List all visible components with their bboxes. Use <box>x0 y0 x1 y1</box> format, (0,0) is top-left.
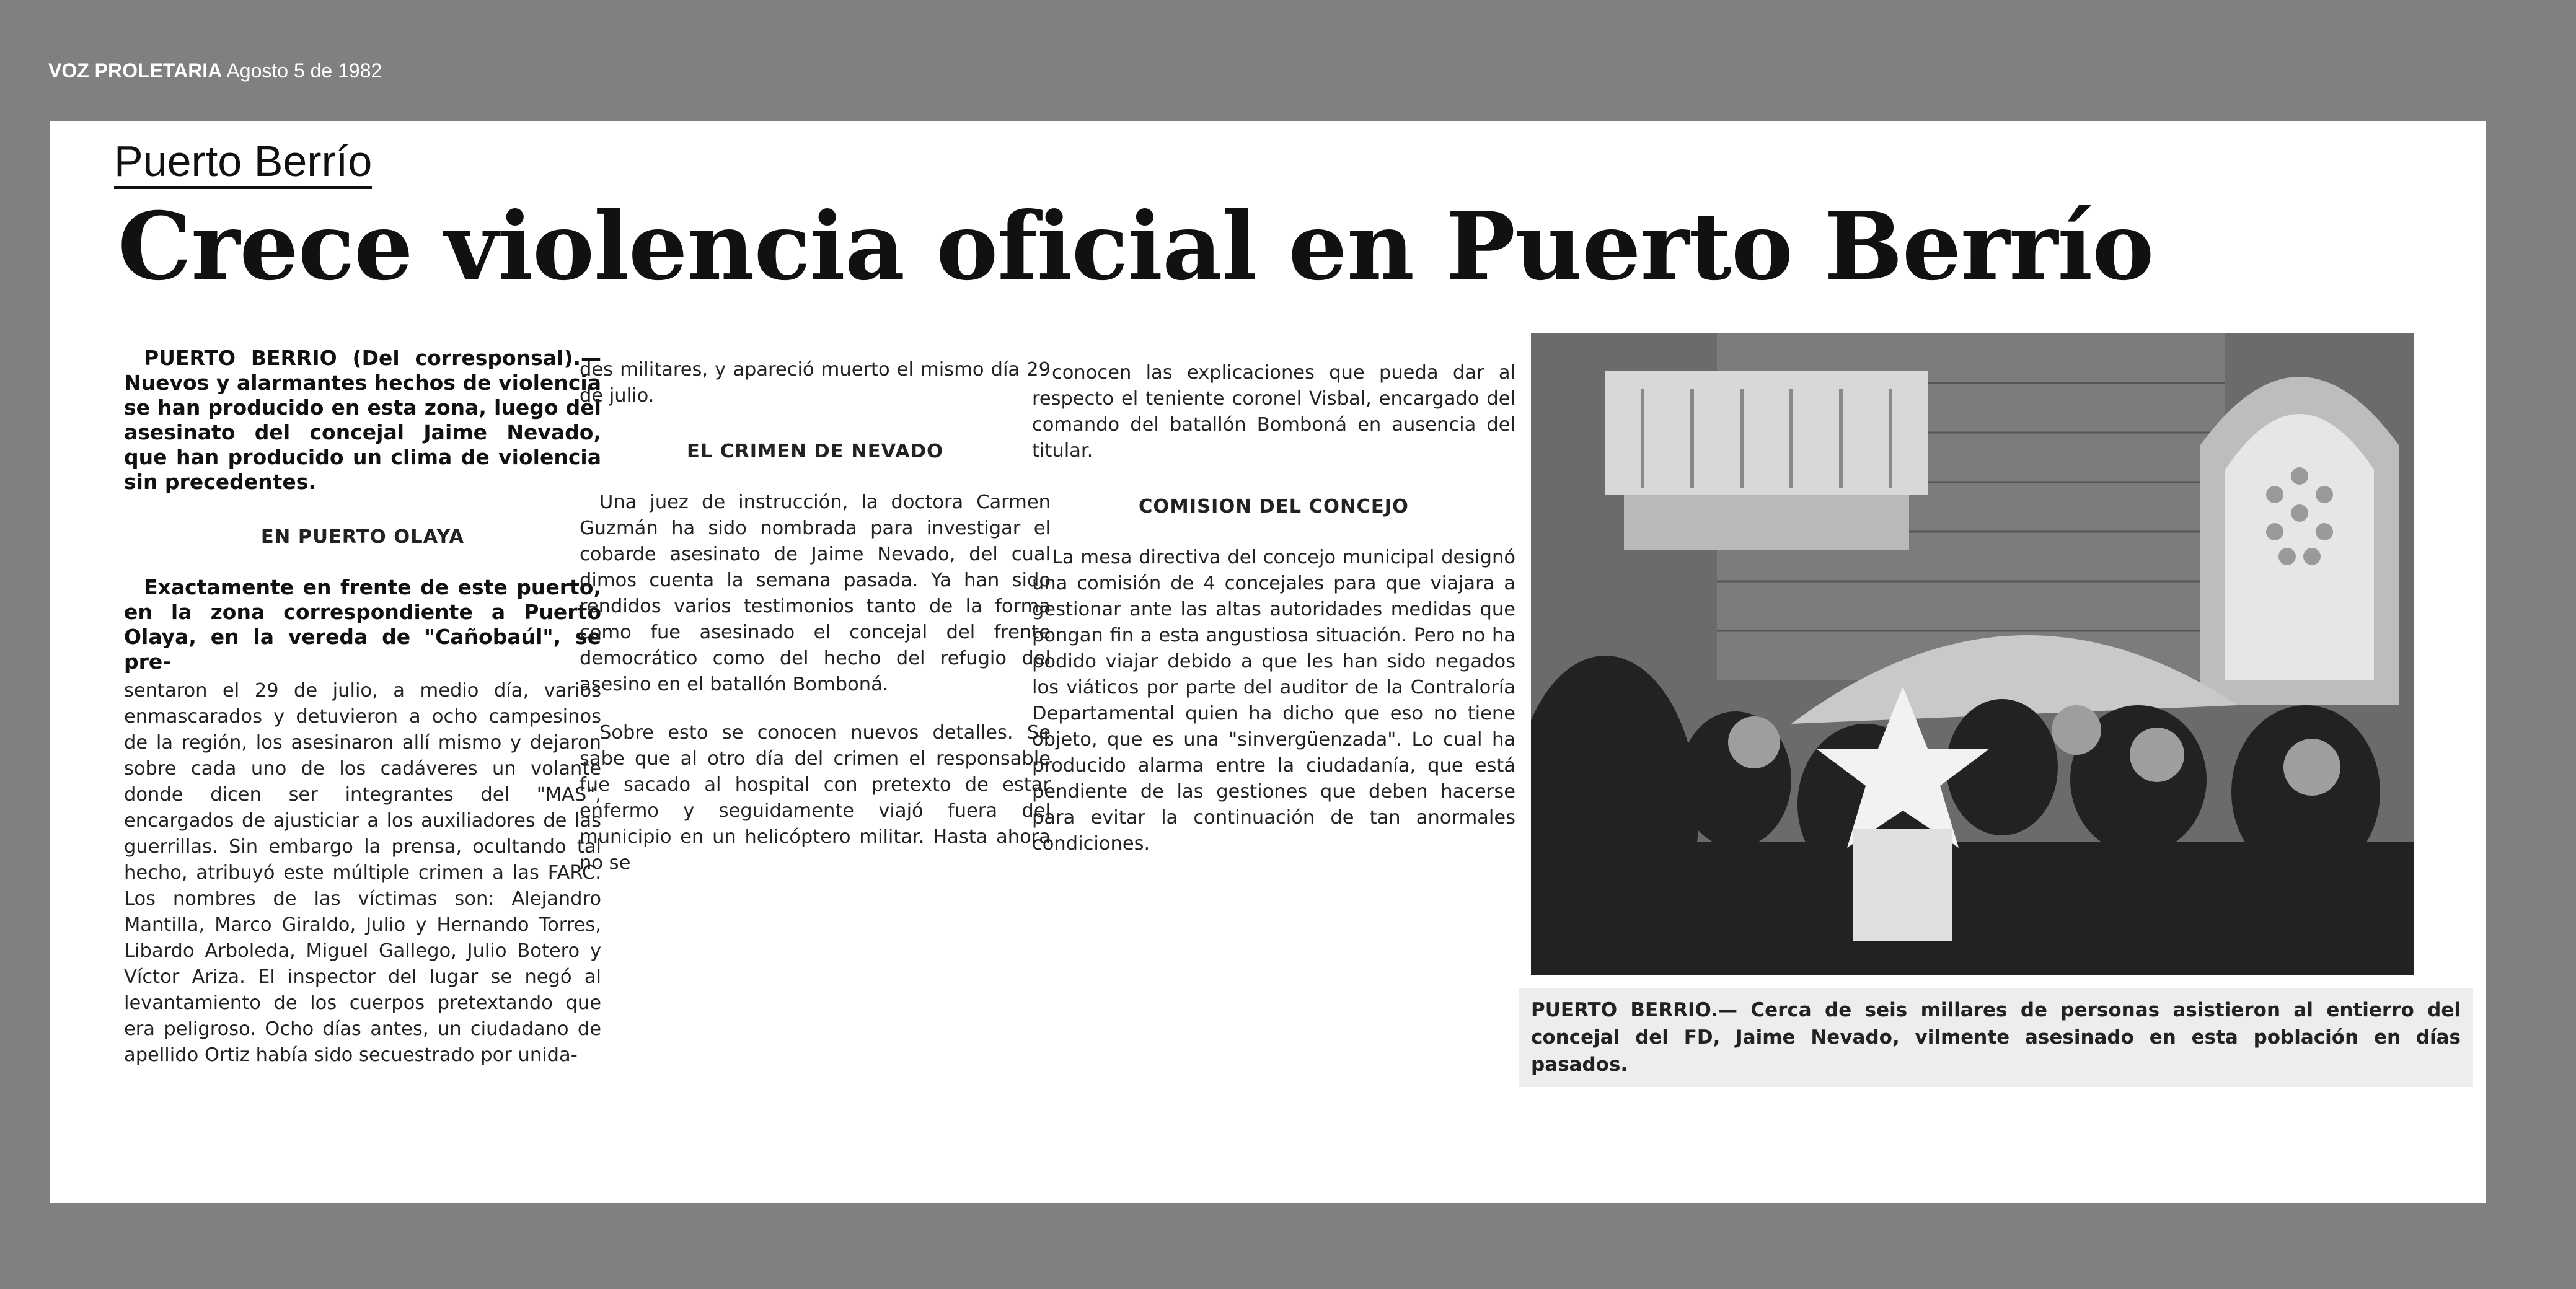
paragraph-5: conocen las explicaciones que pueda dar al respecto el teniente coronel Visbal, encargado del comando del batallón Bomboná en ausencia del titular. <box>1032 362 1515 462</box>
subhead-puerto-olaya: EN PUERTO OLAYA <box>260 526 465 548</box>
paragraph-4: Sobre esto se conocen nuevos detalles. Se sabe que al otro día del crimen el responsable fue sacado al hospital con pretexto de estar enfermo y seguidamente viajó fuera del municipio en un helicóptero militar. Hasta ahora no se <box>580 722 1051 874</box>
source-line <box>48 59 382 82</box>
paragraph-6: La mesa directiva del concejo municipal designó una comisión de 4 concejales para que viajara a gestionar ante las altas autoridades medidas que pongan fin a esta angustiosa situación. Pero no ha podido viajar debido a que les han sido negados los viáticos por parte del auditor de la Contraloría Departamental quien ha dicho que eso no tiene objeto, que es una "sinvergüenzada". Lo cual ha producido alarma entre la ciudadanía, que está pendiente de las gestiones que deben hacerse para evitar la continuación de tan anormales condiciones. <box>1032 547 1515 855</box>
subhead-crimen-nevado: EL CRIMEN DE NEVADO <box>687 441 943 462</box>
headline: Crece violencia oficial en Puerto Berrío <box>118 192 2154 301</box>
newspaper-clipping <box>50 121 2486 1203</box>
column-1 <box>124 346 601 1084</box>
publication-name: VOZ PROLETARIA <box>48 59 223 82</box>
paragraph-3: Una juez de instrucción, la doctora Carmen Guzmán ha sido nombrada para investigar el cobarde asesinato de Jaime Nevado, del cual dimos cuenta la semana pasada. Ya han sido rendidos varios testimonios tanto de la forma como fue asesinado el concejal del frente democrático como del hecho del refugio del asesino en el batallón Bomboná. <box>580 491 1051 695</box>
paragraph-1: sentaron el 29 de julio, a medio día, varios enmascarados y detuvieron a ocho campesinos de la región, los asesinaron allí mismo y dejaron sobre cada uno de los cadáveres un volante donde dicen ser integrantes del "MAS", encargados de ajusticiar a los auxiliadores de las guerrillas. Sin embargo la prensa, ocultando tal hecho, atribuyó este múltiple crimen a las FARC. Los nombres de las víctimas son: Alejandro Mantilla, Marco Giraldo, Julio y Hernando Torres, Libardo Arboleda, Miguel Gallego, Julio Botero y Víctor Ariza. El inspector del lugar se negó al levantamiento de los cuerpos pretextando que era peligroso. Ocho días antes, un ciudadano de apellido Ortiz había sido secuestrado por unida- <box>124 680 601 1066</box>
paragraph-2: des militares, y apareció muerto el mismo día 29 de julio. <box>580 359 1051 407</box>
column-2 <box>580 357 1051 892</box>
photo-caption: PUERTO BERRIO.— Cerca de seis millares de personas asistieron al entierro del concejal del FD, Jaime Nevado, vilmente asesinado en esta población en días pasados. <box>1519 988 2473 1087</box>
funeral-crowd-photo <box>1531 333 2414 975</box>
lead-paragraph: PUERTO BERRIO (Del corresponsal).— Nuevos y alarmantes hechos de violencia se han producido en esta zona, luego del asesinato del concejal Jaime Nevado, que han producido un clima de violencia sin precedentes. <box>124 346 601 494</box>
column-3 <box>1032 360 1515 873</box>
section-label: Puerto Berrío <box>114 139 372 189</box>
paragraph-1-lead: Exactamente en frente de este puerto, en la zona correspondiente a Puerto Olaya, en la vereda de "Cañobaúl", se pre- <box>124 575 601 674</box>
publication-date: Agosto 5 de 1982 <box>226 59 382 82</box>
subhead-comision-concejo: COMISION DEL CONCEJO <box>1139 496 1409 517</box>
